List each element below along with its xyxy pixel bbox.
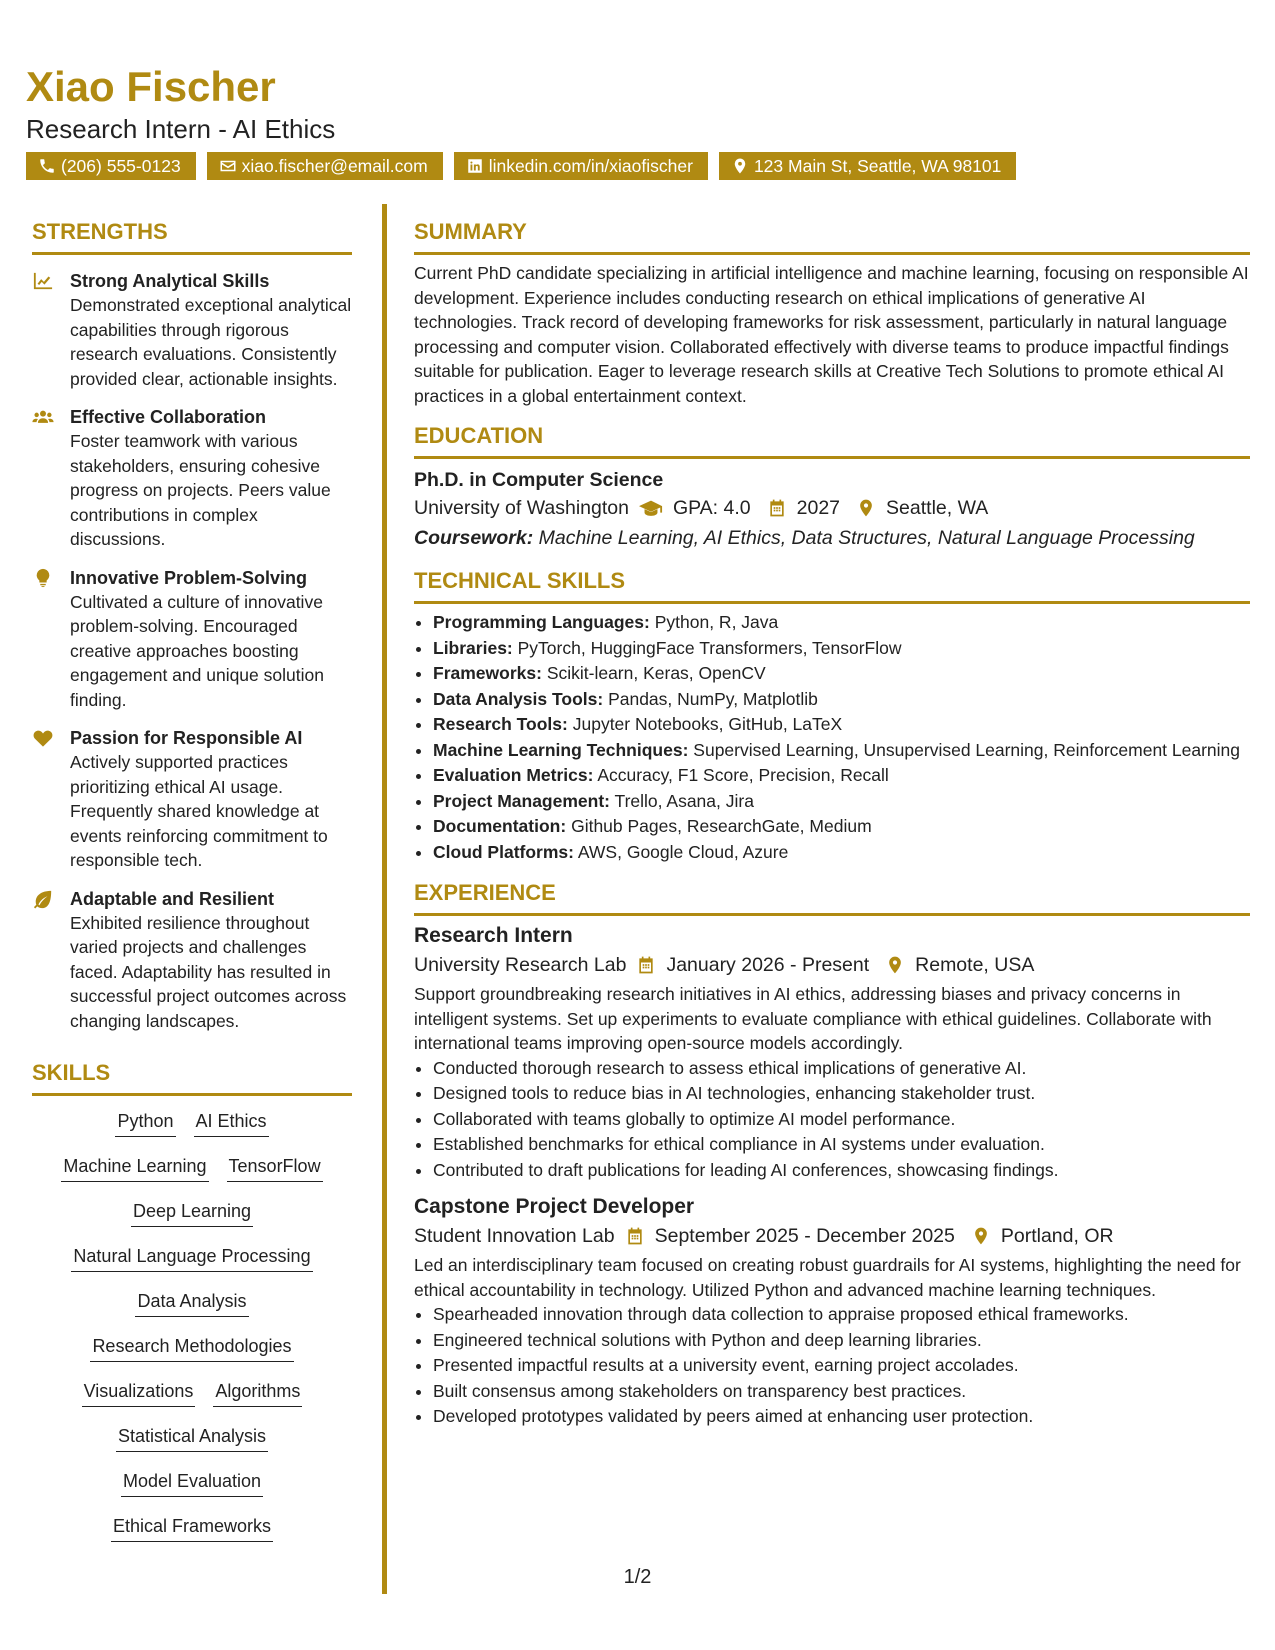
gpa: GPA: 4.0 bbox=[672, 497, 751, 519]
tech-skill-item bbox=[433, 636, 1250, 662]
contact-phone[interactable] bbox=[26, 152, 196, 180]
calendar-icon bbox=[625, 1226, 645, 1246]
skill-tag: Python bbox=[115, 1108, 175, 1137]
strength-item bbox=[32, 887, 352, 1034]
heart-icon bbox=[32, 728, 54, 748]
contact-address-text: 123 Main St, Seattle, WA 98101 bbox=[753, 156, 1002, 176]
tech-skill-label: Machine Learning Techniques: bbox=[433, 739, 689, 760]
tech-skill-label: Evaluation Metrics: bbox=[433, 765, 594, 785]
job-bullets bbox=[414, 1302, 1250, 1430]
tech-skill-value: Python, R, Java bbox=[654, 612, 779, 632]
job-dates: January 2026 - Present bbox=[666, 954, 870, 976]
contact-email-text: xiao.fischer@email.com bbox=[241, 156, 428, 176]
skills-row bbox=[32, 1468, 352, 1513]
job-title: Capstone Project Developer bbox=[414, 1195, 695, 1218]
tech-skill-value: Scikit-learn, Keras, OpenCV bbox=[546, 663, 766, 683]
job-bullet: • Spearheaded innovation through data collection to appraise proposed ethical frameworks. bbox=[433, 1302, 1250, 1328]
tech-skill-item bbox=[433, 712, 1250, 738]
skill-tag: AI Ethics bbox=[194, 1108, 269, 1137]
tech-skill-value: Accuracy, F1 Score, Precision, Recall bbox=[597, 765, 889, 785]
tech-skill-item bbox=[433, 661, 1250, 687]
location-pin-icon bbox=[856, 498, 876, 518]
technical-skills-list bbox=[414, 610, 1250, 865]
linkedin-icon bbox=[466, 157, 484, 175]
strength-desc: Demonstrated exceptional analytical capabilities through rigorous research evaluations. Consistently provided clear, actionable insights. bbox=[70, 295, 352, 389]
tech-skill-label: Documentation: bbox=[433, 816, 567, 836]
school-name: University of Washington bbox=[414, 497, 629, 519]
education-entry bbox=[414, 467, 1250, 553]
location-pin-icon bbox=[731, 157, 749, 175]
lightbulb-icon bbox=[32, 568, 54, 588]
candidate-role: Research Intern - AI Ethics bbox=[26, 114, 336, 144]
education-location: Seattle, WA bbox=[886, 497, 989, 519]
skill-tag: Ethical Frameworks bbox=[111, 1513, 273, 1542]
education-heading: EDUCATION bbox=[414, 422, 1250, 459]
strength-title: Effective Collaboration bbox=[70, 407, 267, 427]
tech-skill-value: PyTorch, HuggingFace Transformers, TensorFlow bbox=[517, 637, 902, 658]
skills-row bbox=[32, 1423, 352, 1468]
graduation-year: 2027 bbox=[796, 497, 841, 519]
skills-row bbox=[32, 1198, 352, 1243]
contact-linkedin-text: linkedin.com/in/xiaofischer bbox=[488, 156, 693, 176]
tech-skill-value: Github Pages, ResearchGate, Medium bbox=[571, 816, 872, 836]
location-pin-icon bbox=[885, 955, 905, 975]
job-bullet: • Contributed to draft publications for leading AI conferences, showcasing findings. bbox=[433, 1158, 1250, 1184]
left-column bbox=[32, 218, 352, 1558]
experience-entry bbox=[414, 1193, 1250, 1430]
resume-header bbox=[26, 62, 335, 144]
graduation-cap-icon bbox=[639, 498, 663, 518]
tech-skill-value: AWS, Google Cloud, Azure bbox=[577, 841, 789, 862]
job-bullet: • Established benchmarks for ethical compliance in AI systems under evaluation. bbox=[433, 1132, 1250, 1158]
job-bullet: • Presented impactful results at a university event, earning project accolades. bbox=[433, 1353, 1250, 1379]
strength-desc: Actively supported practices prioritizing ethical AI usage. Frequently shared knowledge at events reinforcing commitment to responsible tech. bbox=[70, 752, 328, 870]
job-description: Led an interdisciplinary team focused on creating robust guardrails for AI systems, highlighting the need for ethical accountability in technology. Utilized Python and advanced machine learning techniques. bbox=[414, 1255, 1241, 1300]
skills-row bbox=[32, 1153, 352, 1198]
tech-skill-item bbox=[433, 789, 1250, 815]
users-icon bbox=[32, 407, 54, 427]
coursework-label: Coursework: bbox=[414, 527, 534, 549]
skill-tag: Statistical Analysis bbox=[116, 1423, 268, 1452]
skills-row bbox=[32, 1333, 352, 1378]
coursework bbox=[414, 523, 1250, 553]
job-location: Portland, OR bbox=[1000, 1225, 1114, 1247]
skill-tag: TensorFlow bbox=[227, 1153, 323, 1182]
skill-tag: Deep Learning bbox=[131, 1198, 253, 1227]
job-bullet: • Designed tools to reduce bias in AI technologies, enhancing stakeholder trust. bbox=[433, 1081, 1250, 1107]
tech-skill-item bbox=[433, 738, 1250, 764]
tech-skill-value: Supervised Learning, Unsupervised Learning, Reinforcement Learning bbox=[693, 739, 1241, 760]
tech-skill-label: Frameworks: bbox=[433, 663, 542, 683]
tech-skill-item bbox=[433, 687, 1250, 713]
experience-heading: EXPERIENCE bbox=[414, 879, 1250, 916]
phone-icon bbox=[38, 157, 56, 175]
summary-text: Current PhD candidate specializing in artificial intelligence and machine learning, focusing on responsible AI development. Experience includes conducting research on ethical implications of generative AI technologies. Track record of developing frameworks for risk assessment, particularly in natural language processing and computer vision. Collaborated effectively with diverse teams to produce impactful findings suitable for publication. Eager to leverage research skills at Creative Tech Solutions to promote ethical AI practices in a global entertainment context. bbox=[414, 263, 1249, 406]
page-number: 1/2 bbox=[623, 1566, 652, 1588]
strength-desc: Foster teamwork with various stakeholders, ensuring cohesive progress on projects. Peers value contributions in complex discussions. bbox=[70, 431, 331, 549]
skills-row bbox=[32, 1513, 352, 1558]
tech-skill-item bbox=[433, 763, 1250, 789]
skills-heading: SKILLS bbox=[32, 1059, 352, 1096]
job-bullets bbox=[414, 1056, 1250, 1184]
envelope-icon bbox=[219, 157, 237, 175]
skills-row bbox=[32, 1243, 352, 1288]
skill-tag: Data Analysis bbox=[135, 1288, 248, 1317]
tech-skill-value: Trello, Asana, Jira bbox=[614, 790, 754, 811]
skills-row bbox=[32, 1288, 352, 1333]
tech-skill-value: Pandas, NumPy, Matplotlib bbox=[608, 688, 818, 709]
line-chart-icon bbox=[32, 271, 54, 291]
contact-linkedin[interactable] bbox=[454, 152, 708, 180]
job-org: Student Innovation Lab bbox=[414, 1225, 615, 1247]
coursework-list: Machine Learning, AI Ethics, Data Structures, Natural Language Processing bbox=[538, 527, 1195, 549]
tech-skill-value: Jupyter Notebooks, GitHub, LaTeX bbox=[572, 714, 843, 734]
job-bullet: • Conducted thorough research to assess ethical implications of generative AI. bbox=[433, 1056, 1250, 1082]
skill-tag: Machine Learning bbox=[61, 1153, 208, 1182]
strengths-heading: STRENGTHS bbox=[32, 218, 352, 255]
strength-item bbox=[32, 726, 352, 873]
contact-address[interactable] bbox=[719, 152, 1016, 180]
strength-title: Adaptable and Resilient bbox=[70, 888, 275, 909]
job-meta bbox=[414, 950, 1250, 980]
right-column bbox=[414, 218, 1250, 1430]
contact-phone-text: (206) 555-0123 bbox=[61, 156, 181, 176]
tech-skill-label: Research Tools: bbox=[433, 714, 568, 734]
skill-tag: Model Evaluation bbox=[121, 1468, 263, 1497]
job-bullet: • Built consensus among stakeholders on transparency best practices. bbox=[433, 1379, 1250, 1405]
tech-skill-item bbox=[433, 840, 1250, 866]
skill-tag: Algorithms bbox=[213, 1378, 302, 1407]
location-pin-icon bbox=[971, 1226, 991, 1246]
skill-tag: Natural Language Processing bbox=[71, 1243, 312, 1272]
skill-tag: Research Methodologies bbox=[90, 1333, 293, 1362]
candidate-name: Xiao Fischer bbox=[26, 63, 276, 110]
job-bullet: • Collaborated with teams globally to optimize AI model performance. bbox=[433, 1107, 1250, 1133]
job-bullet: • Engineered technical solutions with Python and deep learning libraries. bbox=[433, 1328, 1250, 1354]
tech-skill-item bbox=[433, 814, 1250, 840]
experience-entry bbox=[414, 922, 1250, 1183]
strength-title: Strong Analytical Skills bbox=[70, 271, 270, 291]
job-meta bbox=[414, 1221, 1250, 1251]
skill-tag: Visualizations bbox=[82, 1378, 196, 1407]
strength-desc: Exhibited resilience throughout varied projects and challenges faced. Adaptability has resulted in successful project outcomes across changing landscapes. bbox=[70, 912, 347, 1031]
job-dates: September 2025 - December 2025 bbox=[654, 1225, 955, 1247]
technical-skills-heading: TECHNICAL SKILLS bbox=[414, 567, 1250, 604]
skills-list bbox=[32, 1108, 352, 1558]
tech-skill-label: Cloud Platforms: bbox=[433, 841, 574, 862]
strength-title: Innovative Problem-Solving bbox=[70, 567, 308, 588]
job-org: University Research Lab bbox=[414, 954, 627, 976]
calendar-icon bbox=[767, 498, 787, 518]
strength-item bbox=[32, 269, 352, 391]
job-description: Support groundbreaking research initiatives in AI ethics, addressing biases and privacy concerns in intelligent systems. Set up experiments to evaluate compliance with ethical guidelines. Collaborate with international teams improving open-source models accordingly. bbox=[414, 984, 1212, 1053]
tech-skill-label: Programming Languages: bbox=[433, 612, 650, 632]
strength-item bbox=[32, 566, 352, 713]
degree-title: Ph.D. in Computer Science bbox=[414, 469, 664, 491]
tech-skill-label: Data Analysis Tools: bbox=[433, 688, 604, 709]
job-title: Research Intern bbox=[414, 924, 573, 947]
column-divider bbox=[382, 204, 387, 1594]
summary-heading: SUMMARY bbox=[414, 218, 1250, 255]
education-meta bbox=[414, 493, 1250, 523]
skills-row bbox=[32, 1108, 352, 1153]
contact-bar bbox=[26, 152, 1016, 180]
strength-title: Passion for Responsible AI bbox=[70, 728, 303, 748]
calendar-icon bbox=[636, 955, 656, 975]
contact-email[interactable] bbox=[207, 152, 443, 180]
job-location: Remote, USA bbox=[915, 954, 1035, 976]
tech-skill-label: Libraries: bbox=[433, 637, 513, 658]
tech-skill-label: Project Management: bbox=[433, 790, 610, 811]
strength-desc: Cultivated a culture of innovative problem-solving. Encouraged creative approaches boosting engagement and unique solution finding. bbox=[70, 591, 324, 710]
tech-skill-item bbox=[433, 610, 1250, 636]
skills-row bbox=[32, 1378, 352, 1423]
leaf-icon bbox=[32, 889, 54, 909]
job-bullet: • Developed prototypes validated by peers aimed at enhancing user protection. bbox=[433, 1404, 1250, 1430]
strength-item bbox=[32, 405, 352, 552]
